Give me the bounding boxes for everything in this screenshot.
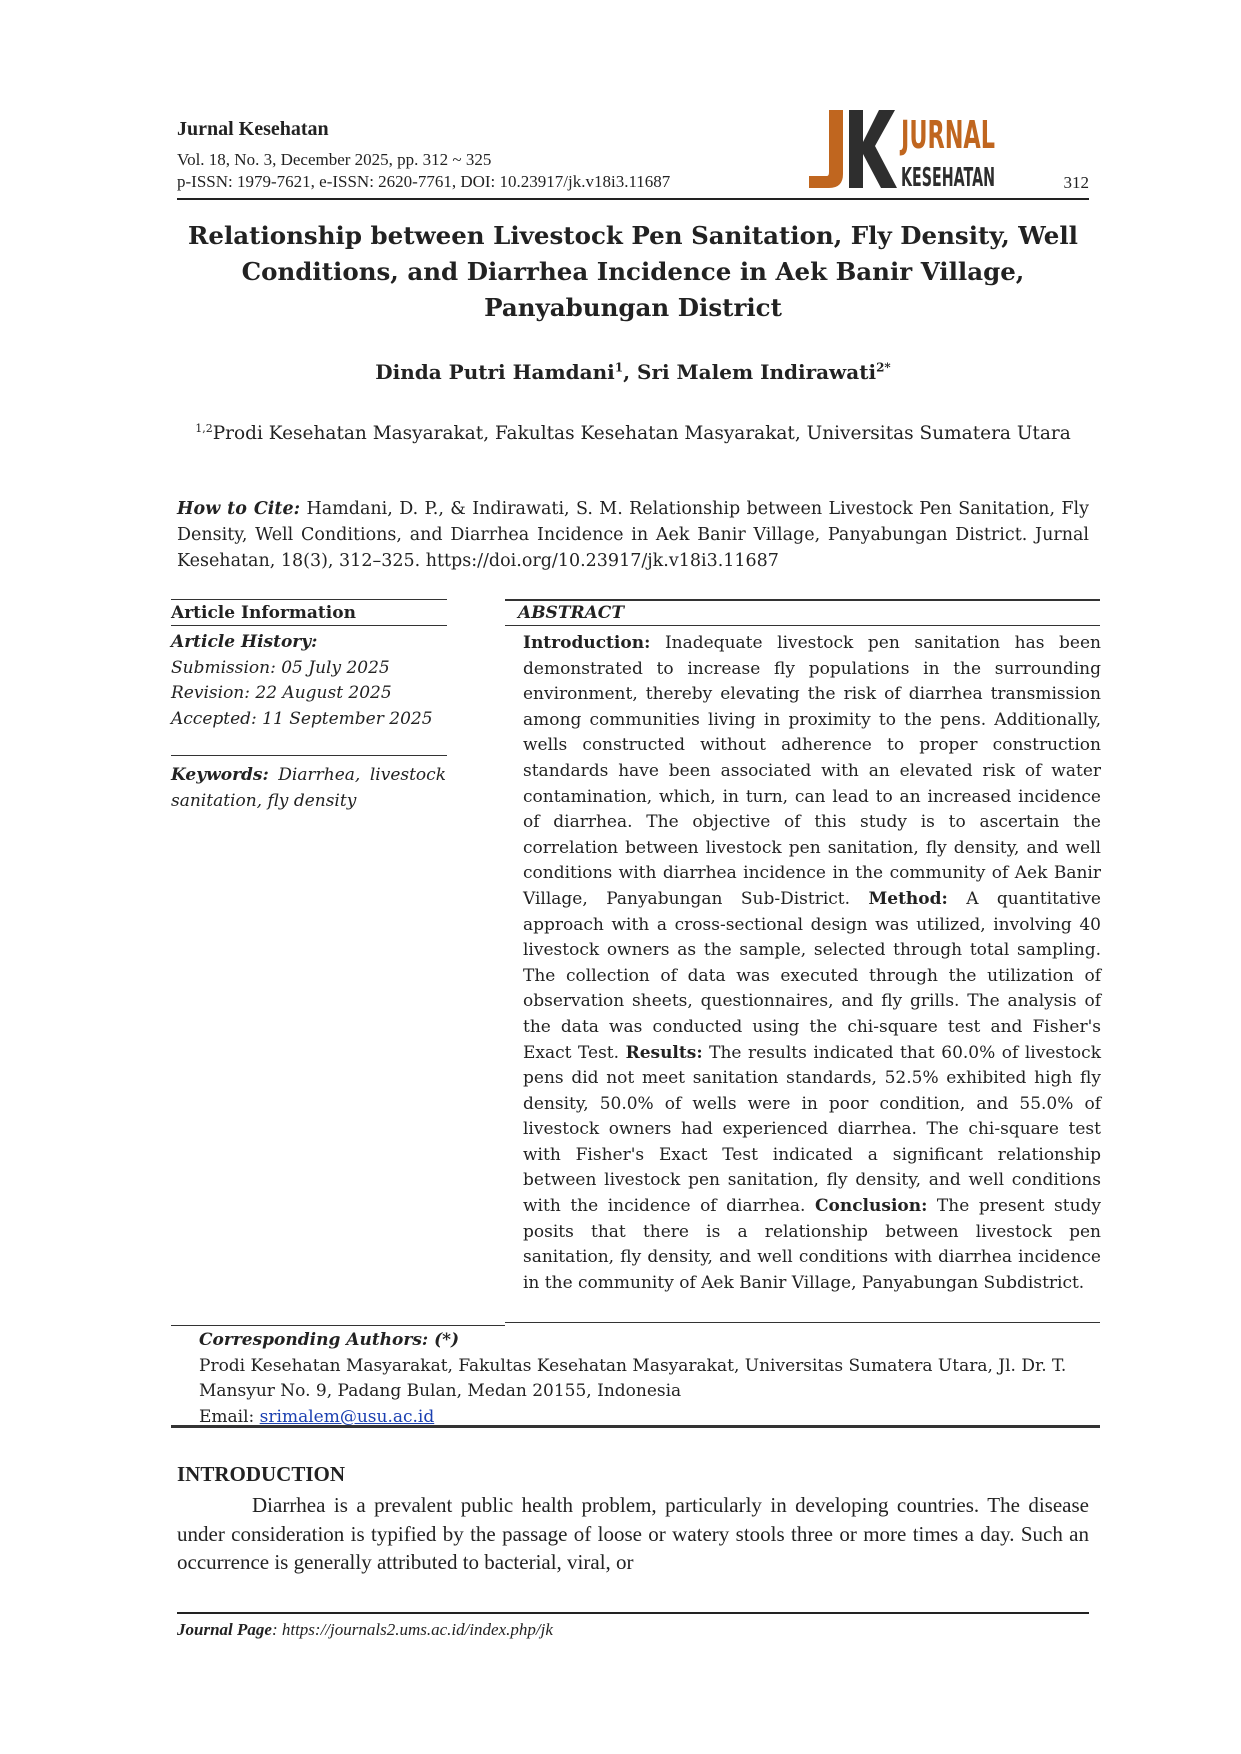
article-title: Relationship between Livestock Pen Sanitation, Fly Density, Well Conditions, and Diarrhea Incidence in Aek Banir Village, Panyabungan District [188,221,1078,322]
abstract-intro-label: Introduction: [523,633,651,653]
keywords-label: Keywords: [171,765,269,785]
abstract-bottom-rule [505,1322,1100,1323]
author-list [177,360,1089,384]
author-2-affil: 2* [876,360,891,375]
logo-letter-k [849,110,897,188]
footer-url[interactable]: : https://journals2.ums.ac.id/index.php/jk [271,1620,553,1639]
logo-text-top: JURNAL [899,113,995,157]
introduction-heading: INTRODUCTION [177,1462,346,1486]
revision-date: Revision: 22 August 2025 [171,683,392,703]
cite-text: Hamdani, D. P., & Indirawati, S. M. Relationship between Livestock Pen Sanitation, Fly Density, Well Conditions, and Diarrhea Incidence in Aek Banir Village, Panyabungan District. Jurnal Kesehatan, 18(3), 312–325. https://doi.org/10.23917/jk.v18i3.11687 [177,499,1089,571]
journal-header [177,113,1089,202]
article-info-heading: Article Information [171,603,356,623]
how-to-cite [177,496,1089,574]
author-2: Sri Malem Indirawati [637,360,877,384]
abstract-conclusion-text: The present study posits that there is a relationship between livestock pen sanitation, fly density, and well conditions with diarrhea incidence in the community of Aek Banir Village, Panyabungan Subdistrict. [523,1196,1101,1293]
author-1: Dinda Putri Hamdani [375,360,615,384]
abstract-head-rule [505,625,1100,626]
footer-label: Journal Page [177,1620,272,1639]
journal-footer [177,1612,1089,1640]
journal-logo [807,104,997,196]
corr-label: Corresponding Authors: (*) [199,1330,460,1350]
abstract-conclusion-label: Conclusion: [814,1196,928,1217]
abstract-top-rule [505,599,1100,601]
introduction-text: Diarrhea is a prevalent public health problem, particularly in developing countries. The disease under consideration is typified by the passage of loose or watery stools three or more times a day. Such an occurrence is generally attributed to bacterial, viral, or [177,1493,1089,1574]
submission-date: Submission: 05 July 2025 [171,657,390,678]
abstract-body [523,631,1101,1296]
history-label: Article History: [171,632,318,652]
info-top-rule [171,599,447,600]
abstract-method-label: Method: [868,888,948,909]
author-separator: , [623,360,637,384]
abstract-results-text: The results indicated that 60.0% of livestock pens did not meet sanitation standards, 52.5% exhibited high fly density, 50.0% of wells were in poor condition, and 55.0% of livestock owners had experienced diarrhea. The chi-square test with Fisher's Exact Test indicated a significant relationship between livestock pen sanitation, fly density, and well conditions with the incidence of diarrhea. [523,1042,1101,1217]
keywords [171,763,446,814]
abstract-intro-text: Inadequate livestock pen sanitation has been demonstrated to increase fly populations in the surrounding environment, thereby elevating the risk of diarrhea transmission among communities living in proximity to the pens. Additionally, wells constructed without adherence to proper construction standards have been associated with an elevated risk of water contamination, which, in turn, can lead to an increased incidence of diarrhea. The objective of this study is to ascertain the correlation between livestock pen sanitation, fly density, and well conditions with diarrhea incidence in the community of Aek Banir Village, Panyabungan Sub-District. [523,633,1101,909]
logo-text-bottom: KESEHATAN [901,163,995,193]
history-rule [171,755,447,756]
issn-line: p-ISSN: 1979-7621, e-ISSN: 2620-7761, DOI: 10.23917/jk.v18i3.11687 [177,172,671,191]
corr-address: Prodi Kesehatan Masyarakat, Fakultas Kesehatan Masyarakat, Universitas Sumatera Utara, Jl. Dr. T. Mansyur No. 9, Padang Bulan, Medan 20155, Indonesia [199,1355,1067,1401]
affiliation-text: Prodi Kesehatan Masyarakat, Fakultas Kesehatan Masyarakat, Universitas Sumatera Utara [212,423,1071,445]
abstract-method-text: A quantitative approach with a cross-sectional design was utilized, involving 40 livestock owners as the sample, selected through total sampling. The collection of data was executed through the utilization of observation sheets, questionnaires, and fly grills. The analysis of the data was conducted using the chi-square test and Fisher's Exact Test. [523,888,1101,1063]
affiliation [177,414,1089,448]
logo-letter-j [809,110,843,188]
corr-email-label: Email: [199,1406,260,1427]
journal-name: Jurnal Kesehatan [177,118,329,140]
corresponding-authors [199,1328,1099,1430]
author-1-affil: 1 [614,360,624,375]
cite-label: How to Cite: [177,499,301,519]
abstract-heading: ABSTRACT [518,603,624,623]
info-head-rule [171,625,447,626]
journal-meta [177,149,670,193]
affiliation-sup: 1,2 [195,422,213,435]
article-history [171,630,446,732]
page-number: 312 [1063,173,1089,192]
abstract-results-label: Results: [625,1042,703,1063]
accepted-date: Accepted: 11 September 2025 [171,708,433,729]
corr-bottom-rule [171,1425,1100,1428]
corr-email-link[interactable]: srimalem@usu.ac.id [259,1406,435,1427]
corr-top-rule [171,1325,505,1326]
header-rule [177,198,1089,200]
volume-line: Vol. 18, No. 3, December 2025, pp. 312 ~ 325 [177,150,492,169]
keywords-text: Diarrhea, livestock sanitation, fly density [171,765,446,811]
